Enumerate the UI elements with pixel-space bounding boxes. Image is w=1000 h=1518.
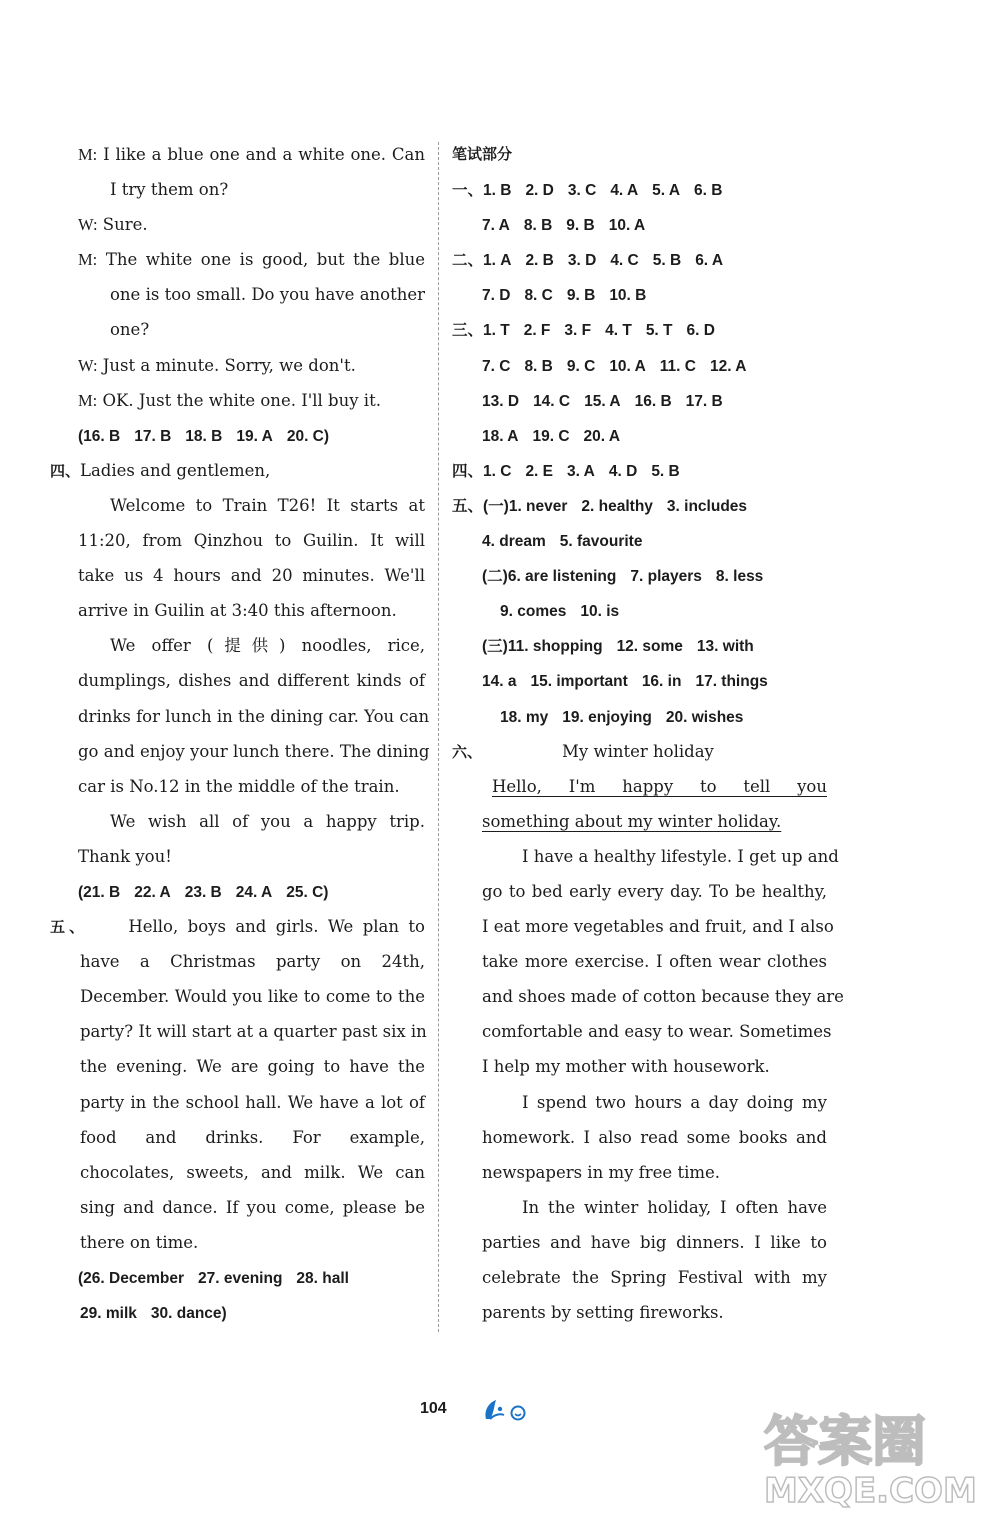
dialogue-line: I try them on? — [110, 180, 229, 200]
answer-row: 14. a 15. important 16. in 17. things — [482, 673, 768, 691]
passage-line: have a Christmas party on 24th, — [80, 952, 425, 972]
section-4-header: 四、Ladies and gentlemen, — [50, 460, 271, 480]
answer-row: 一、1. B 2. D 3. C 4. A 5. A 6. B — [452, 182, 723, 200]
passage-line: Thank you! — [78, 846, 172, 866]
essay-line: parties and have big dinners. I like to — [482, 1232, 827, 1252]
passage-line: sing and dance. If you come, please be — [80, 1197, 425, 1217]
essay-title: My winter holiday — [562, 741, 714, 761]
passage-line: party? It will start at a quarter past six in — [80, 1022, 427, 1042]
essay-line: I spend two hours a day doing my — [522, 1092, 827, 1112]
essay-title-row: 六、 My winter holiday — [452, 741, 714, 761]
answer-row: 四、1. C 2. E 3. A 4. D 5. B — [452, 462, 680, 480]
passage-line: arrive in Guilin at 3:40 this afternoon. — [78, 601, 397, 621]
essay-line: take more exercise. I often wear clothes — [482, 952, 827, 972]
passage-line: food and drinks. For example, — [80, 1127, 425, 1147]
essay-line: I eat more vegetables and fruit, and I also — [482, 917, 834, 937]
answer-row: (二)6. are listening 7. players 8. less — [482, 568, 764, 586]
dialogue-line: one? — [110, 320, 150, 340]
left-column — [50, 137, 430, 1330]
essay-line: In the winter holiday, I often have — [522, 1197, 827, 1217]
passage-line: drinks for lunch in the dining car. You can — [78, 706, 430, 726]
answer-row: 18. my 19. enjoying 20. wishes — [500, 708, 744, 726]
essay-line: parents by setting fireworks. — [482, 1303, 724, 1323]
svg-text:答案圈: 答案圈 — [764, 1410, 926, 1473]
leaf-logo-icon — [480, 1397, 530, 1423]
page-number: 104 — [420, 1400, 447, 1417]
column-divider — [438, 142, 439, 1332]
passage-line: We wish all of you a happy trip. — [110, 811, 425, 831]
essay-line: celebrate the Spring Festival with my — [482, 1268, 827, 1287]
dialogue-line: one is too small. Do you have another — [110, 285, 425, 305]
essay-line: I have a healthy lifestyle. I get up and — [522, 846, 839, 866]
right-column — [452, 137, 844, 1330]
essay-line: comfortable and easy to wear. Sometimes — [482, 1022, 832, 1042]
essay-line: I help my mother with housework. — [482, 1057, 770, 1077]
essay-line: newspapers in my free time. — [482, 1162, 721, 1182]
watermark-logo — [754, 1392, 994, 1512]
section-heading: 笔试部分 — [452, 145, 513, 163]
passage-line: Welcome to Train T26! It starts at — [110, 495, 425, 515]
answer-row: (21. B 22. A 23. B 24. A 25. C) — [78, 883, 329, 901]
underlined-line: something about my winter holiday. — [482, 811, 782, 831]
dialogue-line: W: Just a minute. Sorry, we don't. — [78, 355, 356, 375]
answer-row: 4. dream 5. favourite — [482, 533, 643, 551]
answer-row: 三、1. T 2. F 3. F 4. T 5. T 6. D — [452, 322, 715, 340]
passage-line: We offer (提供) noodles, rice, — [110, 636, 425, 656]
answer-row: 7. D 8. C 9. B 10. B — [482, 287, 647, 305]
dialogue-line: M: I like a blue one and a white one. Can — [78, 145, 425, 164]
answer-row: 五、(一)1. never 2. healthy 3. includes — [452, 497, 748, 515]
underlined-line: Hello, I'm happy to tell you — [492, 776, 827, 796]
svg-text:MXQE.COM: MXQE.COM — [764, 1471, 977, 1511]
dialogue-line: M: OK. Just the white one. I'll buy it. — [78, 390, 381, 410]
answer-row: 二、1. A 2. B 3. D 4. C 5. B 6. A — [452, 252, 724, 270]
answer-row: 29. milk 30. dance) — [80, 1305, 227, 1323]
answer-row: 13. D 14. C 15. A 16. B 17. B — [482, 392, 723, 410]
essay-line: go to bed early every day. To be healthy, — [482, 881, 827, 901]
passage-line: December. Would you like to come to the — [80, 987, 425, 1007]
passage-line: 11:20, from Qinzhou to Guilin. It will — [78, 531, 425, 551]
answer-row: (16. B 17. B 18. B 19. A 20. C) — [78, 427, 330, 445]
passage-line: car is No.12 in the middle of the train. — [78, 776, 400, 796]
answer-row: 7. A 8. B 9. B 10. A — [482, 217, 646, 235]
answer-row: (三)11. shopping 12. some 13. with — [482, 638, 754, 656]
passage-line: chocolates, sweets, and milk. We can — [80, 1162, 425, 1182]
dialogue-line: W: Sure. — [78, 215, 148, 235]
passage-line: party in the school hall. We have a lot of — [80, 1092, 425, 1112]
passage-line: take us 4 hours and 20 minutes. We'll — [78, 566, 425, 586]
passage-line: there on time. — [80, 1232, 199, 1252]
dialogue-line: M: The white one is good, but the blue — [78, 250, 425, 270]
section-5-header: 五、 Hello, boys and girls. We plan to — [50, 917, 425, 937]
answer-row: 7. C 8. B 9. C 10. A 11. C 12. A — [482, 357, 747, 375]
passage-line: dumplings, dishes and different kinds of — [78, 671, 425, 691]
answer-row: (26. December 27. evening 28. hall — [78, 1270, 349, 1287]
answer-row: 18. A 19. C 20. A — [482, 427, 621, 445]
passage-line: the evening. We are going to have the — [80, 1057, 425, 1077]
answer-row: 9. comes 10. is — [500, 603, 620, 621]
essay-line: and shoes made of cotton because they are — [482, 987, 844, 1007]
essay-line: homework. I also read some books and — [482, 1127, 827, 1147]
passage-line: go and enjoy your lunch there. The dining — [78, 741, 430, 761]
